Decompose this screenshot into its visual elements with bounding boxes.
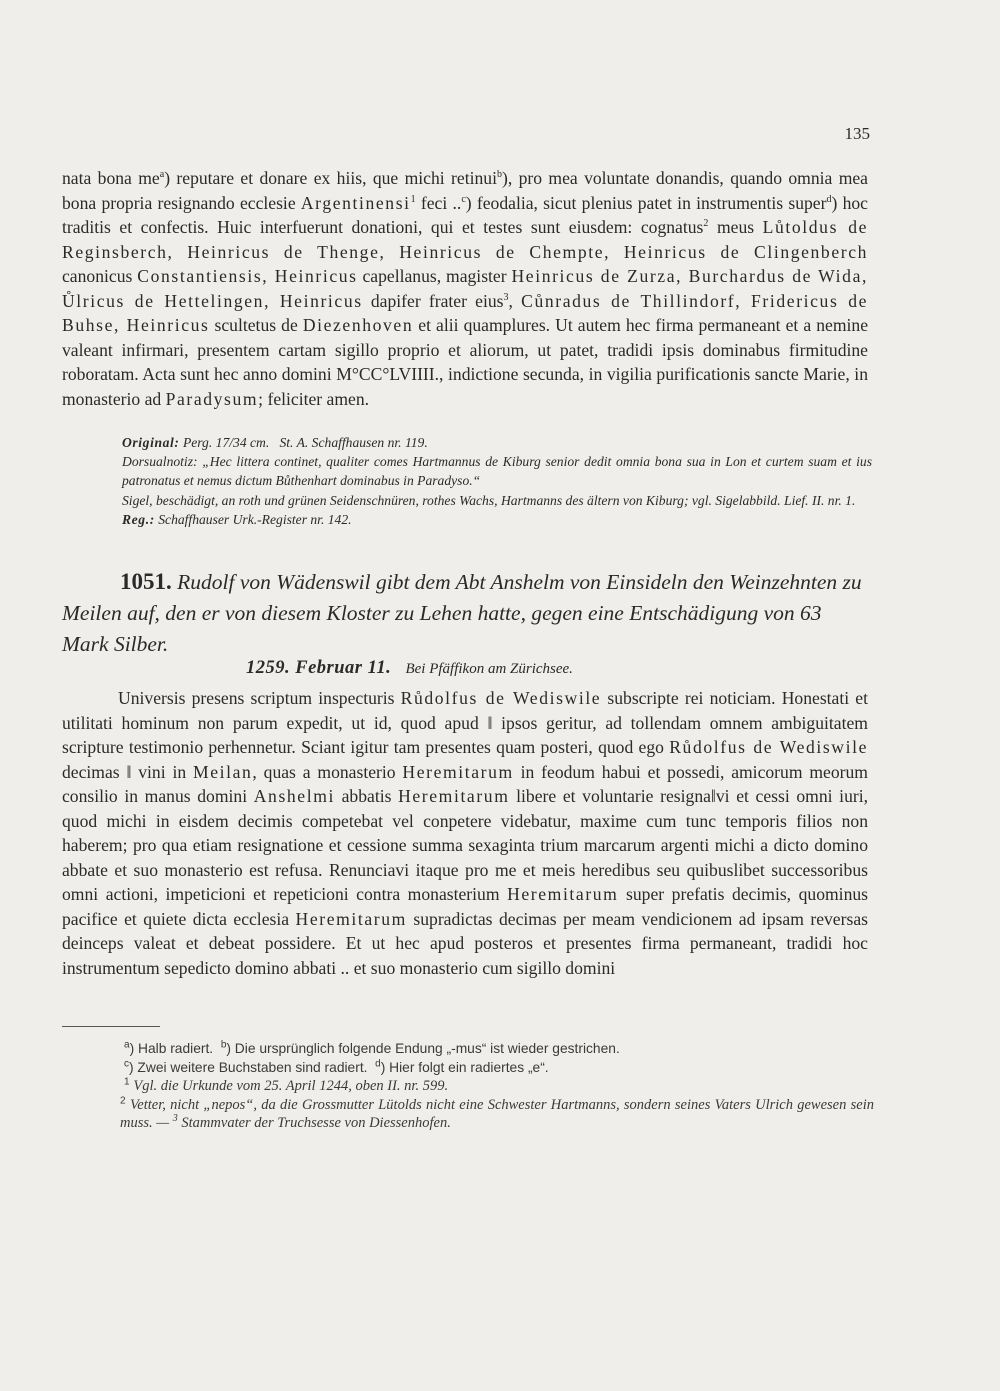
original-note: Original: Perg. 17/34 cm. St. A. Schaffhausen nr. 119. <box>122 435 428 450</box>
footnote-rule <box>62 1026 160 1027</box>
charter-1051-heading <box>62 566 872 660</box>
charter-1050-text: nata bona $me^a$) reputare et donare ex hiis, que michi retinui$^b$), pro mea voluntate donandis, quando omnia mea bona propria resignando ecclesie Argentinensi$^1$ feci ..$^c$) feodalia, sicut plenius patet in instrumentis super$^d$) hoc traditis et confectis. Huic interfuerunt donationi, qui et testes sunt eiusdem: cognatus$^2$ meus Lůtoldus de Reginsberch, Heinricus de Thenge, Heinricus de Chempte, Heinricus de Clingenberch canonicus Constantiensis, Heinricus capellanus, magister Heinricus de Zurza, Burchardus de Wida, Ůlricus de Hettelingen, Heinricus dapifer frater eius$^3$, Cůnradus de Thillindorf, Fridericus de Buhse, Heinricus scultetus de Diezenhoven et alii quamplures. Ut autem hec firma permaneant et a nemine valeant infirmari, presentem cartam sigillo proprio et aliorum, ut patet, tradidi ipsis dominabus firmitudine roboratam. Acta sunt hec anno domini M°CC°LVIIII., indictione secunda, in vigilia purificationis sancte Marie, in monasterio ad Paradysum; feliciter amen. <box>62 168 869 409</box>
register-note: Reg.: Schaffhauser Urk.-Register nr. 142. <box>122 511 352 527</box>
date: 1259. Februar 11. <box>246 658 392 678</box>
footnote-1: $^1$ Vgl. die Urkunde vom 25. April 1244, oben II. nr. 599. <box>124 1076 449 1094</box>
charter-1051-date <box>246 658 946 679</box>
page-number: 135 <box>844 124 870 143</box>
seal-note: Sigel, beschädigt, an roth und grünen Seidenschnüren, rothes Wachs, Hartmanns des ältern von Kiburg; vgl. Sigelabbild. Lief. II. nr. 1. <box>122 492 856 508</box>
charter-1050-notes <box>62 433 872 529</box>
footnote-2-3: $^2$ Vetter, nicht „nepos“, da die Grossmutter Lütolds nicht eine Schwester Hartmanns, sondern seines Vaters Ulrich gewesen sein muss. — $^3$ Stammvater der Truchsesse von Diessenhofen. <box>120 1094 874 1131</box>
charter-number: 1051. <box>120 569 172 594</box>
charter-title: Rudolf von Wädenswil gibt dem Abt Anshelm von Einsideln den Weinzehnten zu Meilen auf, den er von diesem Kloster zu Lehen hatte, gegen eine Entschädigung von 63 Mark Silber. <box>62 570 862 656</box>
dorsal-note: Dorsualnotiz: „Hec littera continet, qualiter comes Hartmannus de Kiburg senior dedit omnia bona sua in Lon et curtem suam et ius patronatus et nemus dictum Bůthenhart dominabus in Paradyso.“ <box>122 454 872 489</box>
footnotes <box>62 1040 874 1133</box>
footnote-cd: $^c$) Zwei weitere Buchstaben sind radiert. $^d$) Hier folgt ein radiertes „e“. <box>124 1057 549 1075</box>
place: Bei Pfäffikon am Zürichsee. <box>405 661 573 677</box>
footnote-ab: $^a$) Halb radiert. $^b$) Die ursprünglich folgende Endung „-mus“ ist wieder gestrichen. <box>124 1039 620 1056</box>
charter-1051-text: Universis presens scriptum inspecturis Růdolfus de Wediswile subscripte rei noticiam. Honestati et utilitati hominum non parum expedit, ut id, quod apud ‖ ipsos geritur, ad tollendam omnem ambiguitatem scripture testimonio perhennetur. Sciant igitur tam presentes quam posteri, quod ego Růdolfus de Wediswile decimas ‖ vini in Meilan, quas a monasterio Heremitarum in feodum habui et possedi, amicorum meorum consilio in manus domini Anshelmi abbatis Heremitarum libere et voluntarie resigna‖vi et cessi omni iuri, quod michi in eisdem decimis competebat vel conpetere videbatur, maxime cum tunc temporis filios non haberem; pro qua etiam resignatione et cessione summa sexaginta trium marcarum argenti michi a dicto domino abbate et suo monasterio est refusa. Renunciavi itaque pro me et meis heredibus seu quibuslibet successoribus omni actioni, impeticioni et repeticioni contra monasterium Heremitarum super prefatis decimis, quominus pacifice et quiete dicta ecclesia Heremitarum supradictas decimas per meam vendicionem ad ipsam reversas deinceps valeat et debeat possidere. Et ut hec apud posteros et presentes firma permaneant, tradidi hoc instrumentum sepedicto domino abbati .. et suo monasterio cum sigillo domini <box>62 688 869 978</box>
